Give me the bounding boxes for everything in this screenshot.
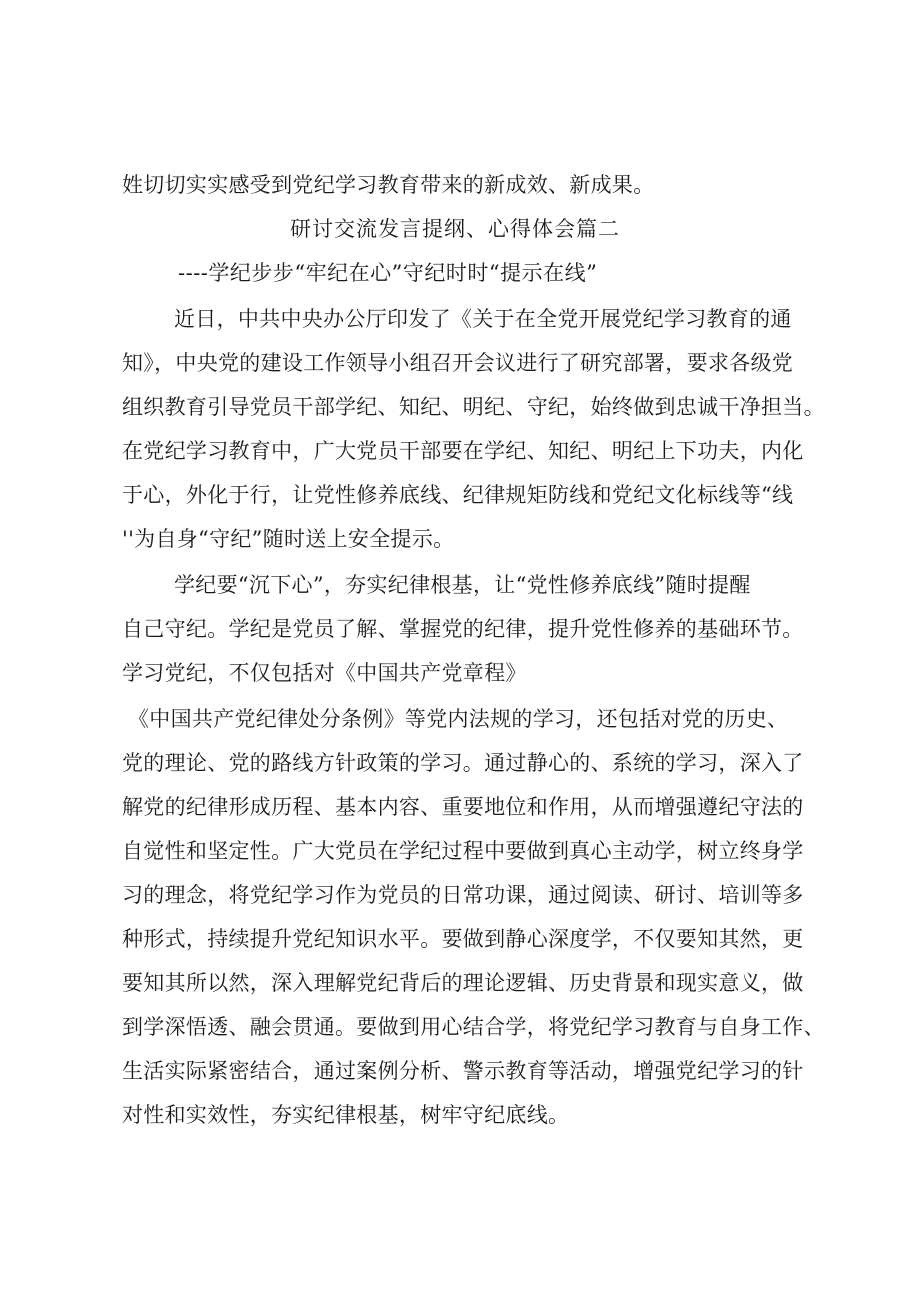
paragraph-1-line-2: 知》，中央党的建设工作领导小组召开会议进行了研究部署，要求各级党 xyxy=(122,351,794,375)
paragraph-2-line-6: 解党的纪律形成历程、基本内容、重要地位和作用，从而增强遵纪守法的 xyxy=(122,795,804,819)
paragraph-2-line-5: 党的理论、党的路线方针政策的学习。通过静心的、系统的学习，深入了 xyxy=(122,751,804,775)
document-subtitle: ----学纪步步“牢纪在心”守纪时时“提示在线” xyxy=(178,261,598,285)
paragraph-1-line-3: 组织教育引导党员干部学纪、知纪、明纪、守纪，始终做到忠诚干净担当。 xyxy=(122,395,825,419)
opening-line: 姓切切实实感受到党纪学习教育带来的新成效、新成果。 xyxy=(122,173,655,197)
paragraph-2-line-4: 《中国共产党纪律处分条例》等党内法规的学习，还包括对党的历史、 xyxy=(128,707,789,731)
paragraph-2-line-9: 种形式，持续提升党纪知识水平。要做到静心深度学，不仅要知其然，更 xyxy=(122,927,804,951)
paragraph-2-line-10: 要知其所以然，深入理解党纪背后的理论逻辑、历史背景和现实意义，做 xyxy=(122,971,804,995)
paragraph-1-line-1: 近日，中共中央办公厅印发了《关于在全党开展党纪学习教育的通 xyxy=(174,307,792,331)
paragraph-1-line-5: 于心，外化于行，让党性修养底线、纪律规矩防线和党纪文化标线等“线 xyxy=(122,483,794,507)
paragraph-2-line-2: 自己守纪。学纪是党员了解、掌握党的纪律，提升党性修养的基础环节。 xyxy=(122,617,804,641)
paragraph-2-line-13: 对性和实效性，夯实纪律根基，树牢守纪底线。 xyxy=(122,1103,570,1127)
paragraph-2-line-11: 到学深悟透、融会贯通。要做到用心结合学，将党纪学习教育与自身工作、 xyxy=(122,1015,825,1039)
document-title: 研讨交流发言提纲、心得体会篇二 xyxy=(290,217,620,241)
paragraph-1-line-4: 在党纪学习教育中，广大党员干部要在学纪、知纪、明纪上下功夫，内化 xyxy=(122,439,804,463)
paragraph-2-line-7: 自觉性和坚定性。广大党员在学纪过程中要做到真心主动学，树立终身学 xyxy=(122,839,804,863)
paragraph-2-line-12: 生活实际紧密结合，通过案例分析、警示教育等活动，增强党纪学习的针 xyxy=(122,1059,804,1083)
paragraph-1-line-6: ''为自身“守纪”随时送上安全提示。 xyxy=(122,527,455,551)
paragraph-2-line-1: 学纪要“沉下心”，夯实纪律根基，让“党性修养底线”随时提醒 xyxy=(174,573,751,597)
paragraph-2-line-8: 习的理念，将党纪学习作为党员的日常功课，通过阅读、研讨、培训等多 xyxy=(122,883,804,907)
paragraph-2-line-3: 学习党纪，不仅包括对《中国共产党章程》 xyxy=(122,661,527,685)
